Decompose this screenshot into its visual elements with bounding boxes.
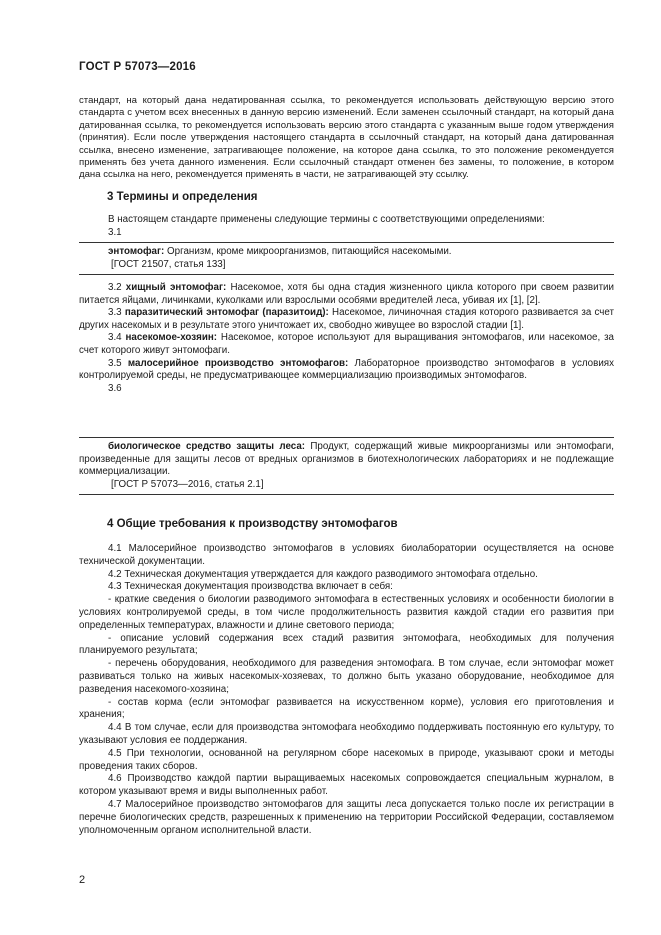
term-3-3-definition: Насекомое, личиночная стадия которого развивается за счет других насекомых и в результате этого уничтожает их, свободно живущее во взрослой стадии [1].: [79, 307, 615, 331]
term-3-5-definition: Лабораторное производство энтомофагов в условиях контролируемой среды, не предусматривающее коммерциализацию производимых энтомофагов.: [79, 357, 615, 382]
term-3-5: [79, 358, 614, 383]
term-3-6-term: биологическое средство защиты леса:: [108, 441, 306, 452]
term-3-2-number: 3.2: [108, 282, 126, 293]
intro-paragraph: стандарт, на который дана недатированная ссылка, то рекомендуется использовать действующую версию этого стандарта с учетом всех внесенных в данную версию изменений. Если заменен ссылочный стандарт, на который дана датированная ссылка, то рекомендуется использовать версию этого стандарта с указанным выше годом утверждения (принятия). Если после утверждения настоящего стандарта в ссылочный стандарт, на который дана датированная ссылка, внесено изменение, затрагивающее положение, на которое дана ссылка, то это положение рекомендуется применять без учета данного изменения. Если ссылочный стандарт отменен без замены, то положение, в котором дана ссылка на него, рекомендуется применять в части, не затрагивающей эту ссылку.: [79, 95, 614, 181]
term-3-3: [79, 307, 614, 332]
term-3-6-source: [ГОСТ Р 57073—2016, статья 2.1]: [111, 478, 264, 490]
clause-4-3: 4.3 Техническая документация производства включает в себя:: [108, 581, 393, 593]
term-3-4-definition: Насекомое, которое используют для выращивания энтомофагов, или насекомое, за счет которого живут энтомофаги.: [79, 332, 615, 356]
term-3-4-number: 3.4: [108, 332, 126, 344]
section-4-title: 4 Общие требования к производству энтомофагов: [107, 518, 398, 530]
standard-header: ГОСТ Р 57073—2016: [79, 61, 196, 73]
section-3-intro: В настоящем стандарте применены следующие термины с соответствующими определениями:: [108, 214, 545, 225]
clause-4-6: 4.6 Производство каждой партии выращиваемых насекомых сопровождается специальным журналом, в котором указывают время и виды выполненных работ.: [79, 773, 614, 798]
clause-4-3-item-2: - описание условий содержания всех стадий развития энтомофага, необходимых для получения планируемого результата;: [79, 632, 614, 657]
term-3-4-term: насекомое-хозяин:: [125, 332, 218, 344]
section-4-body: [79, 543, 614, 837]
clause-4-1: 4.1 Малосерийное производство энтомофагов в условиях биолаборатории осуществляется на основе технической документации.: [79, 543, 614, 567]
page-number: 2: [79, 874, 86, 886]
term-3-2-term: хищный энтомофаг:: [125, 282, 227, 293]
section-3-intro-block: [79, 214, 614, 239]
section-3-title: 3 Термины и определения: [107, 191, 258, 203]
term-3-4: [79, 332, 614, 357]
term-3-6: [79, 441, 614, 479]
term-3-1-source: [ГОСТ 21507, статья 133]: [111, 258, 226, 270]
intro-paragraph-block: [79, 95, 614, 182]
term-3-1-number: 3.1: [108, 226, 122, 238]
term-3-3-term: паразитический энтомофаг (паразитоид):: [124, 307, 329, 319]
clause-4-5: 4.5 При технологии, основанной на регулярном сборе насекомых в природе, указывают сроки и методы проведения таких сборов.: [79, 747, 614, 772]
clause-4-7: 4.7 Малосерийное производство энтомофагов для защиты леса допускается только после их регистрации в перечне биологических средств, разрешенных к применению на территории Российской Федерации, составляемом уполномоченным органом исполнительной власти.: [79, 798, 614, 836]
terms-3-2-to-3-5: [79, 282, 614, 395]
term-3-6-number: 3.6: [108, 382, 122, 394]
term-3-2-definition: Насекомое, хотя бы одна стадия жизненного цикла которого при своем развитии питается яйцами, личинками, куколками или взрослыми особями вредителей леса, убивая их [1], [2].: [79, 282, 615, 306]
term-3-5-number: 3.5: [108, 357, 128, 369]
term-3-3-number: 3.3: [108, 307, 125, 319]
term-3-5-term: малосерийное производство энтомофагов:: [127, 357, 349, 369]
term-3-1-definition: Организм, кроме микроорганизмов, питающийся насекомыми.: [164, 246, 452, 257]
term-3-1: [79, 246, 614, 259]
term-3-2: [79, 282, 614, 307]
term-3-1-box: [79, 242, 614, 275]
clause-4-3-item-4: - состав корма (если энтомофаг развивается на искусственном корме), условия его приготовления и хранения;: [79, 696, 614, 721]
clause-4-4: 4.4 В том случае, если для производства энтомофага необходимо поддерживать постоянную его культуру, то указывают условия ее поддержания.: [79, 722, 614, 746]
term-3-6-box: [79, 437, 614, 495]
term-3-6-definition: Продукт, содержащий живые микроорганизмы или энтомофаги, произведенные для защиты лесов от вредных организмов в биотехнологических лабораториях и не подлежащие коммерциализации.: [79, 441, 614, 478]
clause-4-3-item-1: - краткие сведения о биологии разводимого энтомофага в естественных условиях и особенности биологии в условиях контролируемой среды, в том числе продолжительность развития каждой стадии его развития при определенных температурах, влажности и длине светового периода;: [79, 594, 614, 631]
term-3-1-term: энтомофаг:: [108, 246, 165, 257]
clause-4-2: 4.2 Техническая документация утверждается для каждого разводимого энтомофага отдельно.: [108, 568, 538, 580]
clause-4-3-item-3: - перечень оборудования, необходимого для разведения энтомофага. В том случае, если энтомофаг может развиваться только на живых насекомых-хозяевах, то должно быть указано оборудование, необходимое для разведения насекомого-хозяина;: [79, 658, 614, 695]
